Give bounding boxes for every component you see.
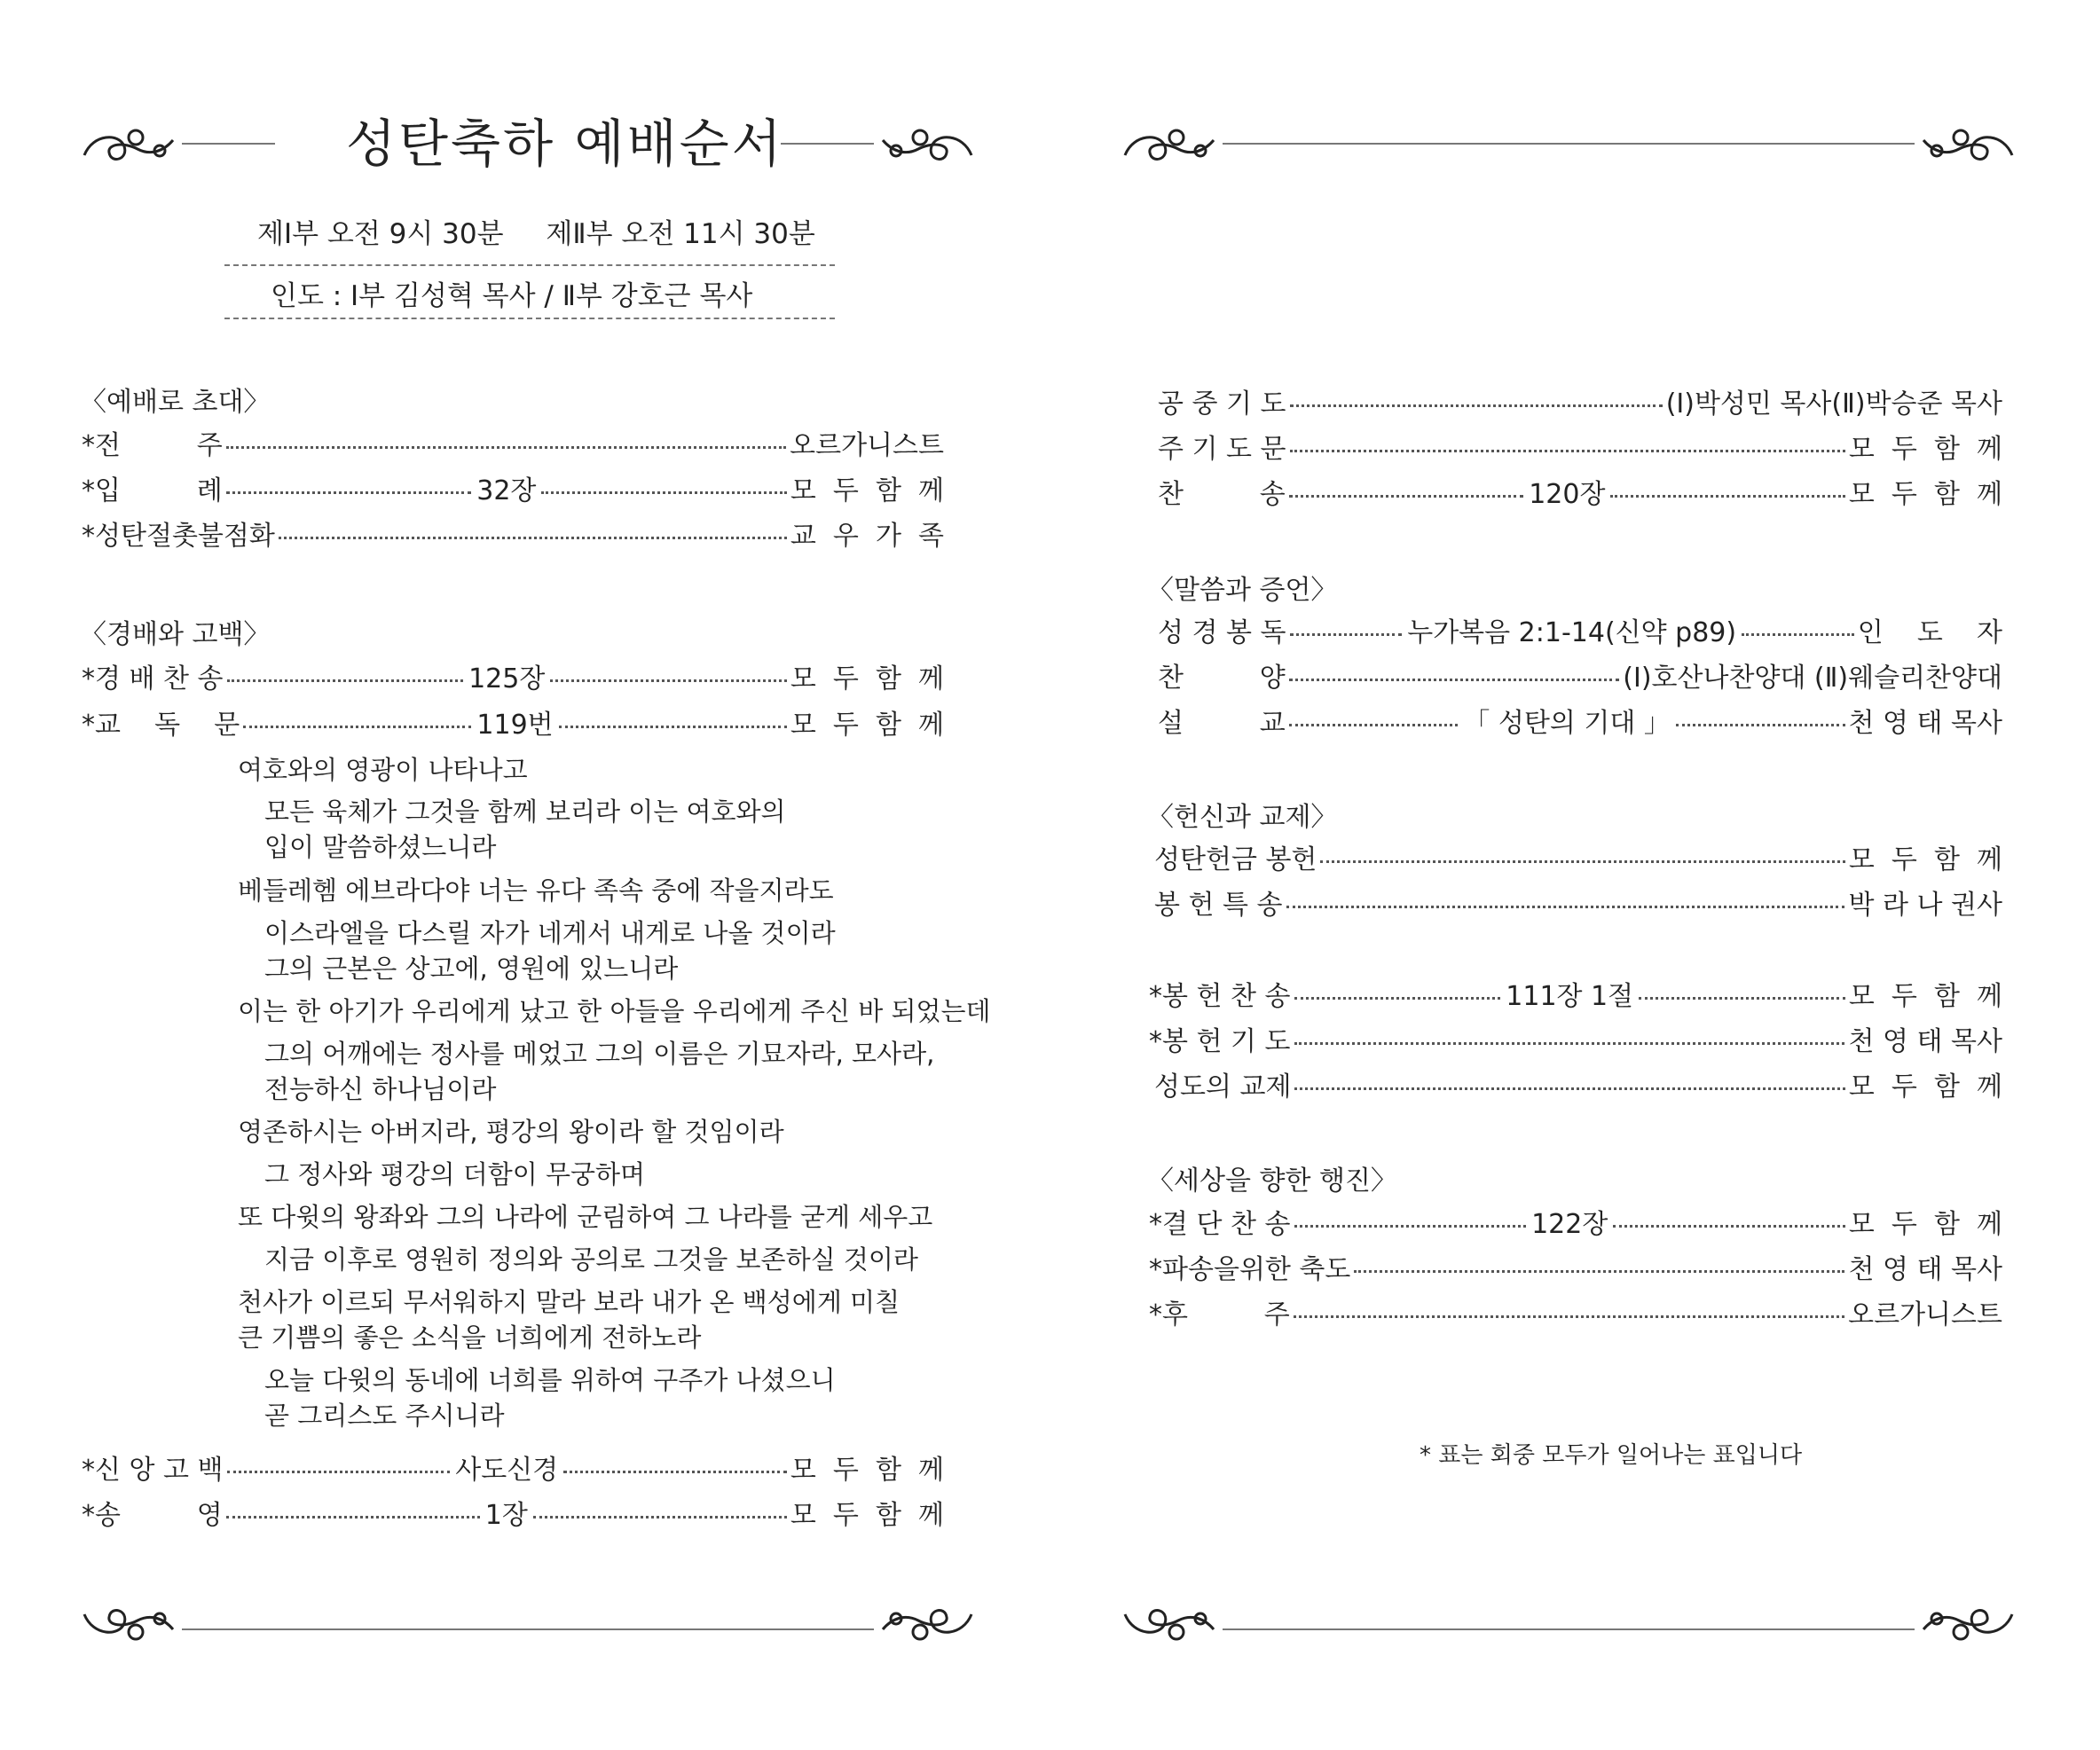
reading-line: 전능하신 하나님이라 <box>264 1074 497 1104</box>
standing-note: * 표는 회중 모두가 일어나는 표입니다 <box>1420 1442 1803 1469</box>
order-label: 성 경 봉 독 <box>1158 617 1286 648</box>
dashed-divider <box>224 264 835 266</box>
order-detail: 125장 <box>468 663 546 695</box>
order-row <box>1149 1019 2002 1058</box>
order-performer: 인 도 자 <box>1857 617 2002 648</box>
order-label: *봉 헌 찬 송 <box>1149 981 1291 1012</box>
dot-leader <box>243 726 471 728</box>
reading-line: 또 다윗의 왕좌와 그의 나라에 군림하여 그 나라를 굳게 세우고 <box>238 1202 933 1232</box>
order-detail: 누가복음 2:1-14(신약 p89) <box>1407 617 1737 648</box>
order-row <box>1158 701 2002 740</box>
dot-leader <box>1290 404 1663 407</box>
reading-line: 입이 말씀하셨느니라 <box>264 832 497 862</box>
dot-leader <box>1290 633 1403 636</box>
dot-leader <box>1613 1225 1845 1228</box>
order-row <box>82 468 944 507</box>
order-row <box>1149 974 2002 1013</box>
order-detail: 120장 <box>1529 479 1606 510</box>
order-row <box>82 1448 944 1487</box>
order-row <box>1149 1202 2002 1241</box>
order-detail: 1장 <box>484 1500 528 1531</box>
order-label: *후 주 <box>1149 1299 1290 1330</box>
order-label: *신 앙 고 백 <box>82 1455 224 1486</box>
order-row <box>82 702 944 742</box>
service-2-time: 제Ⅱ부 오전 11시 30분 <box>546 218 815 250</box>
order-row <box>1158 381 2002 420</box>
dot-leader <box>1289 724 1459 726</box>
dot-leader <box>1639 997 1845 1000</box>
order-row <box>82 423 944 462</box>
order-row <box>1158 610 2002 649</box>
reading-line: 천사가 이르되 무서워하지 말라 보라 내가 온 백성에게 미칠 <box>238 1287 901 1317</box>
dashed-divider <box>224 318 835 319</box>
reading-line: 큰 기쁨의 좋은 소식을 너희에게 전하노라 <box>238 1322 702 1353</box>
order-performer: 모 두 함 께 <box>1848 1071 2002 1103</box>
order-detail: 119번 <box>476 710 554 741</box>
order-label: *결 단 찬 송 <box>1149 1209 1291 1240</box>
order-performer: 천 영 태 목사 <box>1848 1254 2002 1285</box>
dot-leader <box>1290 450 1845 452</box>
reading-line: 곧 그리스도 주시니라 <box>264 1401 505 1431</box>
order-performer: 오르가니스트 <box>1848 1299 2002 1330</box>
order-detail: 32장 <box>476 475 537 506</box>
dot-leader <box>1294 997 1501 1000</box>
right-page <box>1050 0 2100 1750</box>
order-performer: 모 두 함 께 <box>1848 844 2002 875</box>
order-label: 봉 헌 특 송 <box>1154 890 1283 921</box>
order-performer: (Ⅰ)박성민 목사(Ⅱ)박승준 목사 <box>1665 388 2002 420</box>
order-detail: 111장 1절 <box>1506 981 1634 1012</box>
order-label: 찬 양 <box>1158 663 1286 694</box>
dot-leader <box>1294 1225 1527 1228</box>
section-heading-sending: 〈세상을 향한 행진〉 <box>1147 1165 1397 1197</box>
dot-leader <box>1610 495 1844 498</box>
reading-line: 그 정사와 평강의 더함이 무궁하며 <box>264 1159 646 1189</box>
order-label: 설 교 <box>1158 708 1286 739</box>
order-performer: 모 두 함 께 <box>790 475 944 506</box>
order-performer: 천 영 태 목사 <box>1848 1026 2002 1057</box>
order-performer: (Ⅰ)호산나찬양대 (Ⅱ)웨슬리찬양대 <box>1623 663 2002 694</box>
dot-leader <box>1742 633 1854 636</box>
order-performer: 박 라 나 권사 <box>1848 890 2002 921</box>
dot-leader <box>1676 724 1845 726</box>
order-performer: 모 두 함 께 <box>790 710 944 741</box>
order-label: 성도의 교제 <box>1154 1071 1292 1103</box>
order-row <box>1149 1292 2002 1331</box>
order-detail: 「 성탄의 기대 」 <box>1463 708 1671 739</box>
order-row <box>1154 837 2002 876</box>
service-1-time: 제Ⅰ부 오전 9시 30분 <box>257 218 504 250</box>
order-performer: 모 두 함 께 <box>790 663 945 695</box>
order-label: *전 주 <box>82 430 223 461</box>
reading-line: 영존하시는 아버지라, 평강의 왕이라 할 것임이라 <box>238 1117 784 1147</box>
dot-leader <box>1320 860 1844 863</box>
order-performer: 모 두 함 께 <box>1848 434 2002 465</box>
service-times <box>257 211 849 251</box>
dot-leader <box>1294 1042 1845 1045</box>
dot-leader <box>541 491 786 494</box>
order-label: 공 중 기 도 <box>1158 388 1286 420</box>
order-detail: 사도신경 <box>455 1455 559 1486</box>
order-label: 찬 송 <box>1158 479 1286 510</box>
order-row <box>1149 1247 2002 1286</box>
dot-leader <box>1294 1087 1844 1090</box>
order-label: *봉 헌 기 도 <box>1149 1026 1291 1057</box>
order-row <box>82 656 944 695</box>
order-detail: 122장 <box>1531 1209 1608 1240</box>
dot-leader <box>226 491 471 494</box>
reading-line: 베들레헴 에브라다야 너는 유다 족속 중에 작을지라도 <box>238 875 834 906</box>
order-performer: 모 두 함 께 <box>790 1455 944 1486</box>
dot-leader <box>563 1471 787 1473</box>
reading-line: 오늘 다윗의 동네에 너희를 위하여 구주가 나셨으니 <box>264 1365 836 1395</box>
leader-line: 인도 : Ⅰ부 김성혁 목사 / Ⅱ부 강호근 목사 <box>271 280 753 312</box>
order-performer: 모 두 함 께 <box>790 1500 945 1531</box>
reading-line: 모든 육체가 그것을 함께 보리라 이는 여호와의 <box>264 797 786 827</box>
dot-leader <box>559 726 787 728</box>
dot-leader <box>1289 679 1619 681</box>
order-label: *파송을위한 축도 <box>1149 1254 1351 1285</box>
order-row <box>1158 472 2002 511</box>
order-performer: 모 두 함 께 <box>1848 1209 2003 1240</box>
order-performer: 교 우 가 족 <box>790 521 944 552</box>
dot-leader <box>227 1471 451 1473</box>
order-label: 성탄헌금 봉헌 <box>1154 844 1317 875</box>
order-row <box>1158 655 2002 695</box>
order-performer: 모 두 함 께 <box>1848 981 2003 1012</box>
reading-line: 이는 한 아기가 우리에게 났고 한 아들을 우리에게 주신 바 되었는데 <box>238 996 991 1026</box>
section-heading-word: 〈말씀과 증언〉 <box>1147 575 1338 606</box>
top-ornament-right-page <box>1116 115 2021 186</box>
order-row <box>1154 1064 2002 1103</box>
bottom-ornament-right-page <box>1116 1601 2021 1672</box>
order-row <box>82 514 944 553</box>
order-performer: 천 영 태 목사 <box>1848 708 2003 739</box>
reading-line: 여호와의 영광이 나타나고 <box>238 755 528 785</box>
order-row <box>82 1493 944 1532</box>
dot-leader <box>1354 1270 1844 1273</box>
reading-line: 이스라엘을 다스릴 자가 네게서 내게로 나올 것이라 <box>264 918 836 948</box>
dot-leader <box>226 446 786 449</box>
order-row <box>1158 427 2002 466</box>
order-row <box>1154 883 2002 922</box>
section-heading-offering: 〈헌신과 교제〉 <box>1147 802 1338 833</box>
reading-line: 지금 이후로 영원히 정의와 공의로 그것을 보존하실 것이라 <box>264 1244 918 1275</box>
bottom-ornament-left-page <box>75 1601 980 1672</box>
reading-line: 그의 근본은 상고에, 영원에 있느니라 <box>264 953 679 984</box>
order-label: *송 영 <box>82 1500 223 1531</box>
section-heading-worship: 〈경배와 고백〉 <box>80 619 271 650</box>
order-label: *경 배 찬 송 <box>82 663 224 695</box>
dot-leader <box>227 679 464 682</box>
order-performer: 모 두 함 께 <box>1848 479 2002 510</box>
order-label: 주 기 도 문 <box>1158 434 1286 465</box>
dot-leader <box>533 1516 787 1518</box>
reading-line: 그의 어깨에는 정사를 메었고 그의 이름은 기묘자라, 모사라, <box>264 1039 935 1069</box>
dot-leader <box>1289 495 1523 498</box>
dot-leader <box>550 679 787 682</box>
order-label: *성탄절촛불점화 <box>82 521 275 552</box>
order-label: *입 례 <box>82 475 223 506</box>
order-performer: 오르가니스트 <box>790 430 944 461</box>
dot-leader <box>1286 906 1845 908</box>
section-heading-invitation: 〈예배로 초대〉 <box>80 387 271 418</box>
order-label: *교 독 문 <box>82 710 240 741</box>
page-title: 성탄축하 예배순서 <box>346 114 784 174</box>
dot-leader <box>1294 1315 1844 1318</box>
dot-leader <box>279 537 787 539</box>
dot-leader <box>226 1516 480 1518</box>
